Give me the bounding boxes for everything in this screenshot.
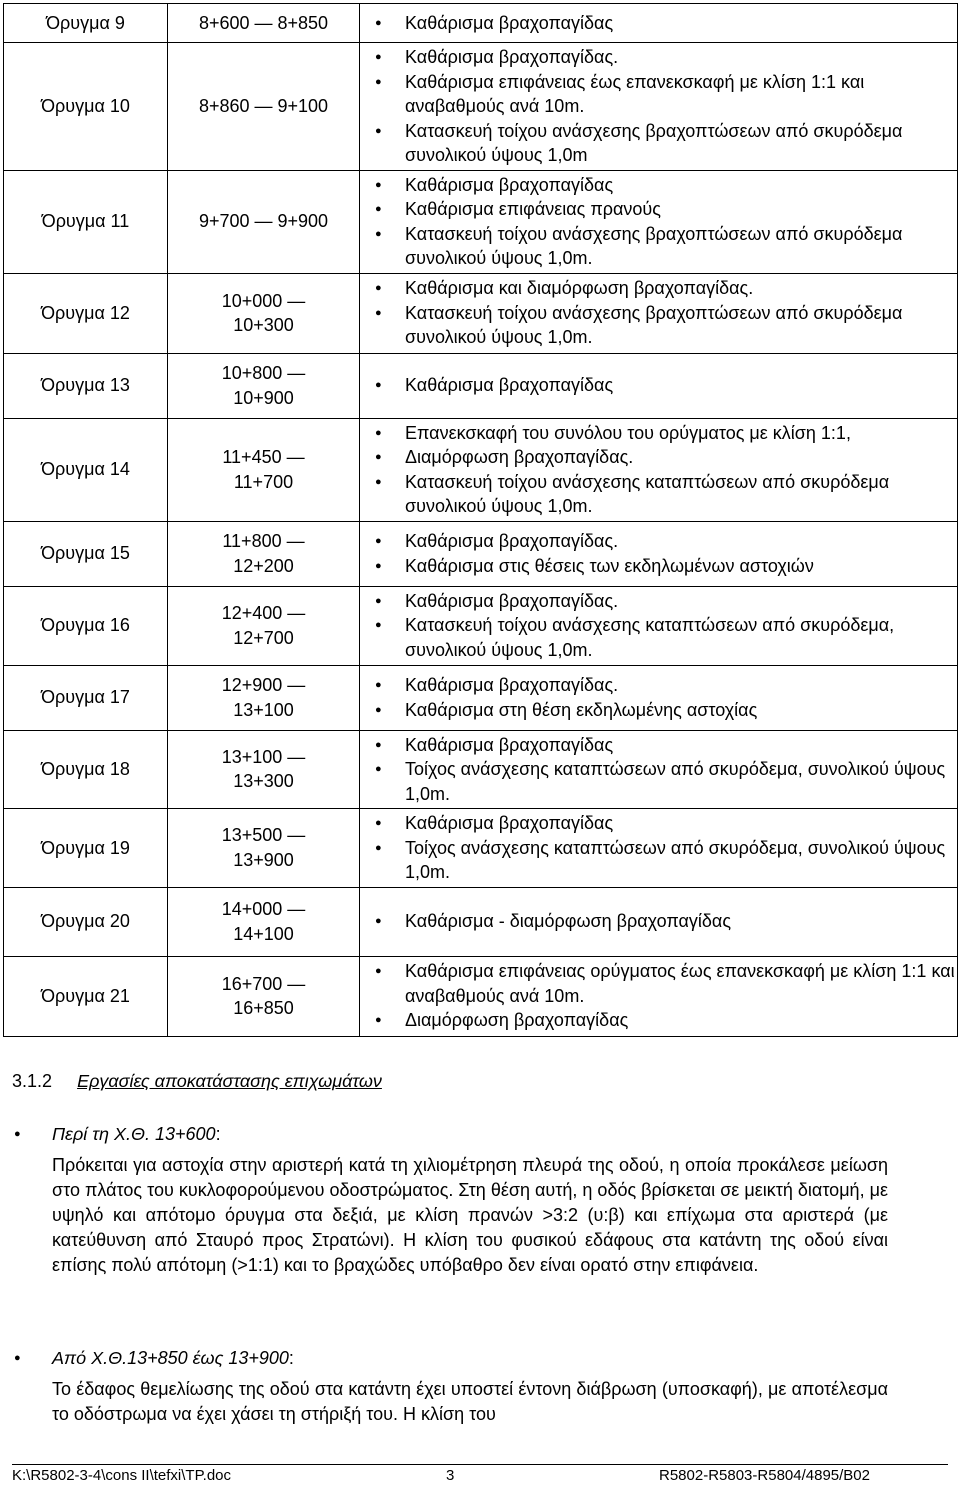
chainage: [168, 418, 360, 521]
chainage-text: 13+100: [233, 699, 294, 720]
table-row: [4, 273, 958, 353]
list-item: ● Καθάρισμα βραχοπαγίδας: [360, 173, 957, 198]
section-title: Εργασίες αποκατάστασης επιχωμάτων: [77, 1071, 382, 1091]
chainage: [168, 273, 360, 353]
list-item: ● Καθάρισμα βραχοπαγίδας: [360, 373, 957, 398]
footer-code: R5802-R5803-R5804/4895/B02: [659, 1467, 870, 1484]
chainage-text: 10+300: [233, 315, 294, 335]
list-item: ● Επανεκσκαφή του συνόλου του ορύγματος με κλίση 1:1,: [360, 421, 957, 446]
table-row: [4, 956, 958, 1036]
chainage-text: 13+900: [233, 849, 294, 870]
excavation-name: Όρυγμα 14: [4, 418, 168, 521]
list-item: ● Τοίχος ανάσχεσης καταπτώσεων από σκυρόδεμα, συνολικού ύψους 1,0m.: [360, 836, 957, 885]
chainage: [168, 887, 360, 956]
works-cell: [360, 418, 958, 521]
chainage-text: 9+700 — 9+900: [198, 211, 329, 232]
chainage-text: 13+100 —: [221, 746, 306, 767]
chainage-text: 11+450 —: [222, 447, 305, 467]
chainage-text: 11+700: [233, 471, 294, 492]
chainage-text: 12+700: [233, 627, 294, 648]
excavation-name: Όρυγμα 18: [4, 730, 168, 809]
footer-page-number: 3: [446, 1467, 455, 1484]
point-heading: [52, 1348, 294, 1369]
excavation-name: Όρυγμα 20: [4, 887, 168, 956]
chainage: [168, 956, 360, 1036]
works-cell: [360, 956, 958, 1036]
excavation-name: Όρυγμα 10: [4, 43, 168, 171]
table-row: [4, 730, 958, 809]
list-item: ● Καθάρισμα επιφάνειας έως επανεκσκαφή με κλίση 1:1 και αναβαθμούς ανά 10m.: [360, 70, 957, 119]
chainage-text: 16+700 —: [221, 973, 306, 994]
chainage: [168, 521, 360, 586]
table-row: [4, 809, 958, 888]
chainage-text: 16+850: [233, 998, 294, 1018]
excavation-name: Όρυγμα 11: [4, 170, 168, 273]
works-cell: [360, 273, 958, 353]
list-item: ● Καθάρισμα βραχοπαγίδας: [360, 811, 957, 836]
chainage: [168, 4, 360, 43]
list-item: ● Κατασκευή τοίχου ανάσχεσης καταπτώσεων από σκυρόδεμα, συνολικού ύψους 1,0m.: [360, 613, 957, 662]
excavation-name: Όρυγμα 19: [4, 809, 168, 888]
list-item: ● Καθάρισμα στις θέσεις των εκδηλωμένων αστοχιών: [360, 554, 957, 579]
works-cell: [360, 521, 958, 586]
table-row: [4, 665, 958, 730]
list-item: ● Καθάρισμα βραχοπαγίδας.: [360, 529, 957, 554]
chainage-text: 8+860 — 9+100: [198, 96, 329, 116]
chainage-text: 12+900 —: [221, 675, 306, 695]
list-item: ● Διαμόρφωση βραχοπαγίδας.: [360, 445, 957, 470]
paragraph: Πρόκειται για αστοχία στην αριστερή κατά τη χιλιομέτρηση πλευρά της οδού, η οποία προκάλεσε μείωση στο πλάτος του κυκλοφορούμενου οδοστρώματος. Στη θέση αυτή, η οδός βρίσκεται σε μεικτή διατομή, με υψηλό και απότομο όρυγμα στα δεξιά, με κλίση πρανών >3:2 (υ:β) και επίχωμα στα αριστερά (με κατεύθυνση από Σταυρό προς Στρατώνι). Η κλίση του φυσικού εδάφους στα κατάντη της οδού είναι επίσης πολύ απότομη (>1:1) και το βραχώδες υπόβαθρο δεν είναι ορατό στην επιφάνεια.: [52, 1155, 888, 1275]
list-item: ● Καθάρισμα βραχοπαγίδας.: [360, 45, 957, 70]
list-item: ● Καθάρισμα βραχοπαγίδας: [360, 733, 957, 758]
table-row: [4, 353, 958, 418]
list-item: ● Καθάρισμα βραχοπαγίδας.: [360, 673, 957, 698]
table-row: [4, 887, 958, 956]
excavation-name: Όρυγμα 21: [4, 956, 168, 1036]
bullet-icon: ●: [14, 1352, 21, 1364]
list-item: ● Κατασκευή τοίχου ανάσχεσης βραχοπτώσεων από σκυρόδεμα συνολικού ύψους 1,0m.: [360, 222, 957, 271]
list-item: ● Τοίχος ανάσχεσης καταπτώσεων από σκυρόδεμα, συνολικού ύψους 1,0m.: [360, 757, 957, 806]
works-cell: [360, 586, 958, 665]
table-row: [4, 586, 958, 665]
point-title: Περί τη Χ.Θ. 13+600: [52, 1124, 216, 1144]
section-heading: [12, 1071, 382, 1092]
excavation-name: Όρυγμα 9: [4, 4, 168, 43]
chainage-text: 10+900: [233, 387, 294, 408]
table-row: [4, 521, 958, 586]
point-title: Από Χ.Θ.13+850 έως 13+900: [52, 1348, 289, 1368]
footer-path: K:\R5802-3-4\cons II\tefxi\TP.doc: [12, 1467, 232, 1484]
footer-divider: [12, 1464, 948, 1465]
chainage: [168, 43, 360, 171]
works-table: [3, 3, 958, 1037]
excavation-name: Όρυγμα 15: [4, 521, 168, 586]
list-item: ● Κατασκευή τοίχου ανάσχεσης καταπτώσεων από σκυρόδεμα συνολικού ύψους 1,0m.: [360, 470, 957, 519]
list-item: ● Διαμόρφωση βραχοπαγίδας: [360, 1008, 957, 1033]
chainage-text: 11+800 —: [222, 531, 305, 551]
chainage: [168, 586, 360, 665]
chainage-text: 10+000 —: [221, 290, 306, 311]
works-cell: [360, 887, 958, 956]
chainage-text: 13+300: [233, 771, 294, 792]
point-heading: [52, 1124, 221, 1145]
excavation-name: Όρυγμα 16: [4, 586, 168, 665]
paragraph: Το έδαφος θεμελίωσης της οδού στα κατάντη έχει υποστεί έντονη διάβρωση (υποσκαφή), με αποτέλεσμα το οδόστρωμα να έχει χάσει τη στήριξή του. Η κλίση του: [52, 1379, 888, 1424]
list-item: ● Καθάρισμα επιφάνειας πρανούς: [360, 197, 957, 222]
chainage-text: 12+400 —: [221, 603, 306, 623]
table-row: [4, 4, 958, 43]
chainage-text: 10+800 —: [221, 363, 306, 383]
chainage-text: 14+000 —: [221, 899, 306, 919]
section-number: 3.1.2: [12, 1071, 53, 1091]
list-item: ● Κατασκευή τοίχου ανάσχεσης βραχοπτώσεων από σκυρόδεμα συνολικού ύψους 1,0m.: [360, 301, 957, 350]
chainage: [168, 809, 360, 888]
works-cell: [360, 353, 958, 418]
chainage-text: 8+600 — 8+850: [198, 12, 329, 33]
excavation-name: Όρυγμα 12: [4, 273, 168, 353]
list-item: ● Καθάρισμα - διαμόρφωση βραχοπαγίδας: [360, 909, 957, 934]
bullet-icon: ●: [14, 1128, 21, 1140]
point-colon: :: [288, 1348, 294, 1368]
chainage: [168, 730, 360, 809]
excavation-name: Όρυγμα 17: [4, 665, 168, 730]
works-cell: [360, 730, 958, 809]
works-cell: [360, 170, 958, 273]
list-item: ● Καθάρισμα επιφάνειας ορύγματος έως επανεκσκαφή με κλίση 1:1 και αναβαθμούς ανά 10m.: [360, 959, 957, 1008]
chainage-text: 14+100: [233, 923, 294, 944]
chainage-text: 13+500 —: [221, 825, 306, 846]
table-row: [4, 43, 958, 171]
works-cell: [360, 665, 958, 730]
works-cell: [360, 43, 958, 171]
chainage: [168, 170, 360, 273]
list-item: ● Καθάρισμα και διαμόρφωση βραχοπαγίδας.: [360, 276, 957, 301]
excavation-name: Όρυγμα 13: [4, 353, 168, 418]
table-row: [4, 418, 958, 521]
works-cell: [360, 809, 958, 888]
list-item: ● Καθάρισμα βραχοπαγίδας: [360, 11, 957, 36]
point-colon: :: [215, 1124, 221, 1144]
list-item: ● Κατασκευή τοίχου ανάσχεσης βραχοπτώσεων από σκυρόδεμα συνολικού ύψους 1,0m: [360, 119, 957, 168]
table-row: [4, 170, 958, 273]
list-item: ● Καθάρισμα στη θέση εκδηλωμένης αστοχίας: [360, 698, 957, 723]
chainage: [168, 665, 360, 730]
works-cell: [360, 4, 958, 43]
list-item: ● Καθάρισμα βραχοπαγίδας.: [360, 589, 957, 614]
chainage: [168, 353, 360, 418]
chainage-text: 12+200: [233, 555, 294, 576]
